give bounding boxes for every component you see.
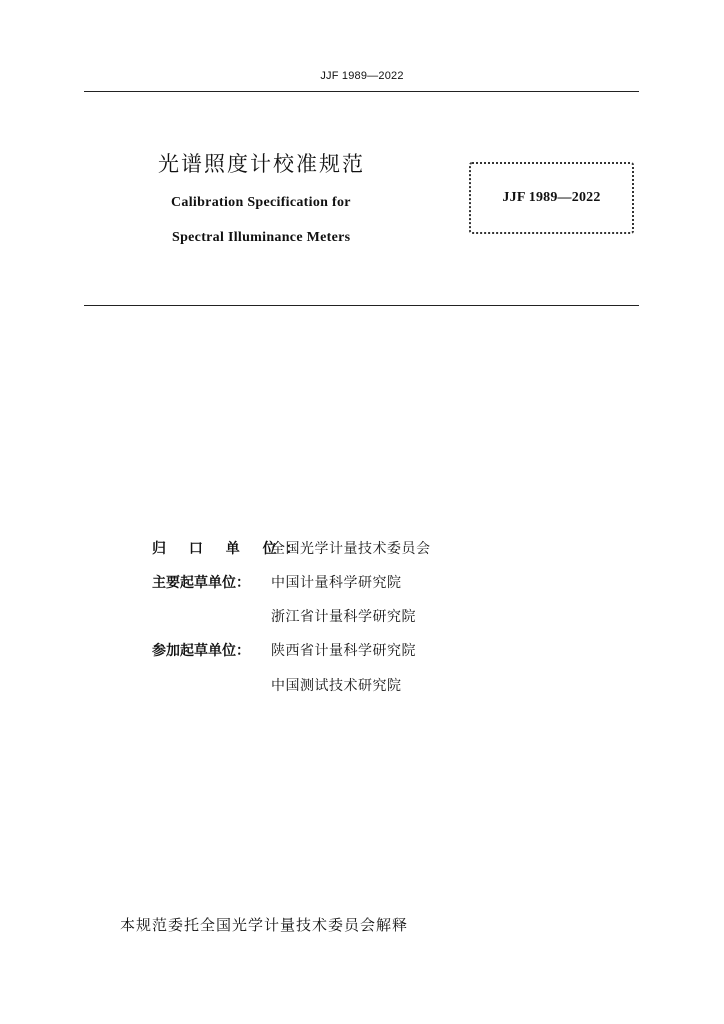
main-drafting-unit-value-2: 浙江省计量科学研究院 bbox=[271, 609, 416, 625]
participating-drafting-unit-label: 参加起草单位： bbox=[152, 643, 250, 659]
document-code: JJF 1989—2022 bbox=[502, 190, 601, 205]
document-code-box bbox=[469, 162, 634, 234]
participating-drafting-unit-value-1: 陕西省计量科学研究院 bbox=[271, 643, 416, 659]
main-drafting-unit-value-1: 中国计量科学研究院 bbox=[271, 575, 402, 591]
title-english-line-1: Calibration Specification for bbox=[171, 195, 351, 210]
section-divider bbox=[84, 305, 639, 306]
participating-drafting-unit-value-2: 中国测试技术研究院 bbox=[271, 678, 402, 694]
main-drafting-unit-label: 主要起草单位： bbox=[152, 575, 250, 591]
interpretation-statement: 本规范委托全国光学计量技术委员会解释 bbox=[120, 916, 409, 934]
responsible-unit-label: 归 口 单 位： bbox=[152, 541, 309, 557]
title-english-line-2: Spectral Illuminance Meters bbox=[172, 230, 351, 245]
title-chinese: 光谱照度计校准规范 bbox=[158, 152, 365, 176]
header-divider bbox=[84, 91, 639, 92]
header-document-code: JJF 1989—2022 bbox=[320, 70, 404, 82]
responsible-unit-value: 全国光学计量技术委员会 bbox=[271, 541, 431, 557]
